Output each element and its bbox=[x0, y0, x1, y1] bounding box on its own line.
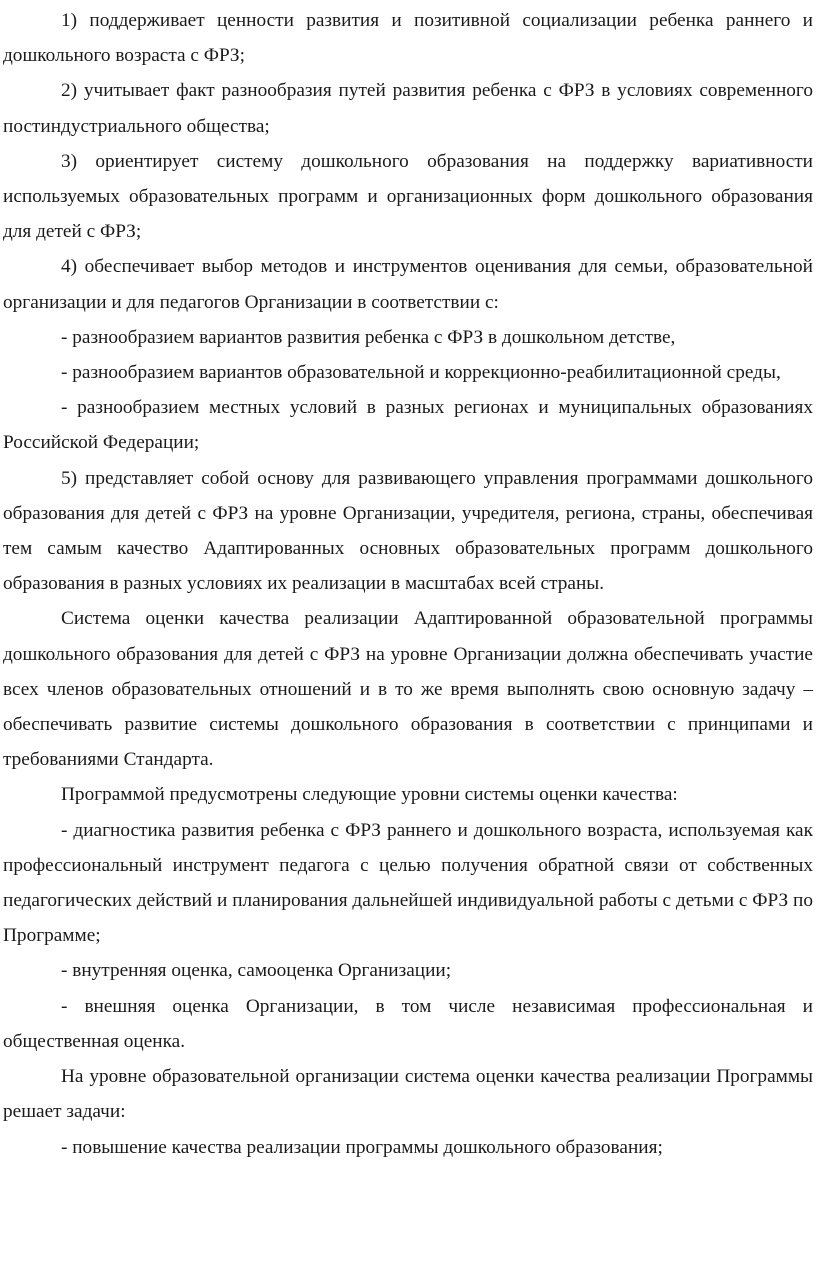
list-item-diagnostics: - диагностика развития ребенка с ФРЗ раннего и дошкольного возраста, используемая как профессиональный инструмент педагога с целью получения обратной связи от собственных педагогических действий и планирования дальнейшей индивидуальной работы с детьми с ФРЗ по Программе; bbox=[3, 819, 813, 947]
paragraph-tasks-intro: На уровне образовательной организации система оценки качества реализации Программы решает задачи: bbox=[3, 1066, 813, 1123]
paragraph-4: 4) обеспечивает выбор методов и инструментов оценивания для семьи, образовательной организации и для педагогов Организации в соответствии с: bbox=[3, 256, 813, 313]
list-item-local-conditions: - разнообразием местных условий в разных регионах и муниципальных образованиях Российской Федерации; bbox=[3, 397, 813, 454]
paragraph-quality-system: Система оценки качества реализации Адаптированной образовательной программы дошкольного образования для детей с ФРЗ на уровне Организации должна обеспечивать участие всех членов образовательных отношений и в то же время выполнять свою основную задачу – обеспечивать развитие системы дошкольного образования в соответствии с принципами и требованиями Стандарта. bbox=[3, 608, 813, 771]
list-item-external-assessment: - внешняя оценка Организации, в том числе независимая профессиональная и общественная оценка. bbox=[3, 995, 813, 1052]
list-item-internal-assessment: - внутренняя оценка, самооценка Организации; bbox=[61, 960, 452, 982]
paragraph-5: 5) представляет собой основу для развивающего управления программами дошкольного образования для детей с ФРЗ на уровне Организации, учредителя, региона, страны, обеспечивая тем самым качество Адаптированных основных образовательных программ дошкольного образования в разных условиях их реализации в масштабах всей страны. bbox=[3, 467, 813, 595]
document-body bbox=[3, 3, 813, 1165]
paragraph-2: 2) учитывает факт разнообразия путей развития ребенка с ФРЗ в условиях современного постиндустриального общества; bbox=[3, 80, 813, 137]
list-item-quality-improvement: - повышение качества реализации программы дошкольного образования; bbox=[61, 1136, 663, 1158]
paragraph-1: 1) поддерживает ценности развития и позитивной социализации ребенка раннего и дошкольного возраста с ФРЗ; bbox=[3, 10, 813, 67]
paragraph-3: 3) ориентирует систему дошкольного образования на поддержку вариативности используемых образовательных программ и организационных форм дошкольного образования для детей с ФРЗ; bbox=[3, 150, 813, 243]
paragraph-levels-intro: Программой предусмотрены следующие уровни системы оценки качества: bbox=[61, 784, 678, 806]
list-item-variants-development: - разнообразием вариантов развития ребенка с ФРЗ в дошкольном детстве, bbox=[61, 326, 676, 348]
list-item-variants-environment: - разнообразием вариантов образовательной и коррекционно-реабилитационной среды, bbox=[61, 362, 781, 384]
